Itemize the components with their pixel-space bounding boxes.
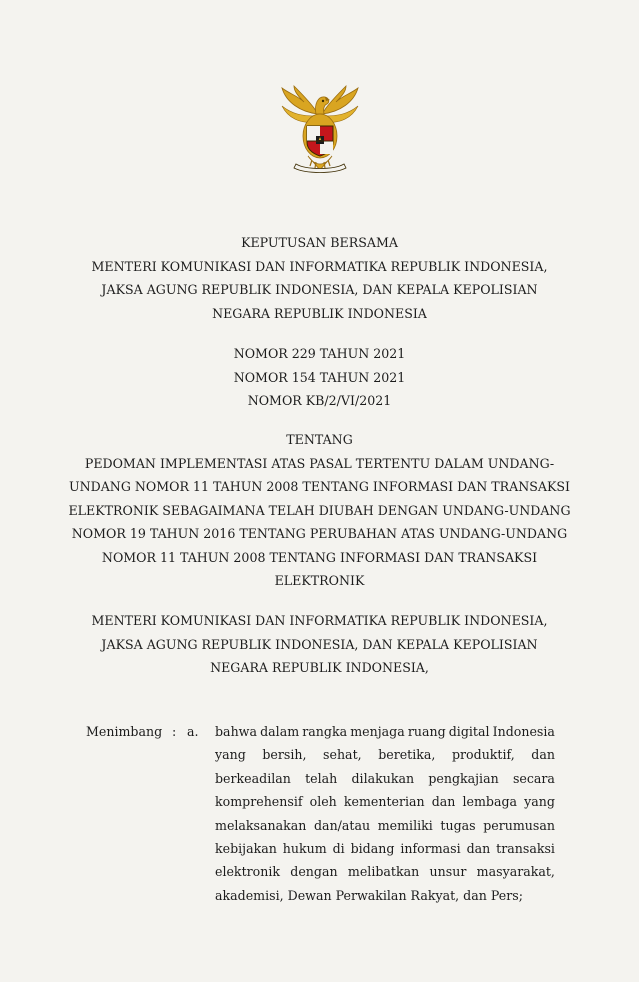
- word: informasi: [400, 840, 461, 856]
- word: elektronik: [215, 864, 280, 880]
- word: tugas: [440, 817, 476, 833]
- paragraph-line: [215, 720, 555, 743]
- word: dengan: [290, 864, 338, 880]
- word: kementerian: [343, 794, 425, 810]
- preamble-line: MENTERI KOMUNIKASI DAN INFORMATIKA REPUBLIK INDONESIA,: [91, 613, 548, 628]
- word: berkeadilan: [215, 770, 291, 786]
- paragraph-line: [215, 767, 555, 790]
- word: dan: [431, 794, 456, 810]
- document-title: KEPUTUSAN BERSAMA: [241, 235, 398, 250]
- word: oleh: [309, 794, 337, 810]
- word: digital: [448, 724, 490, 739]
- word: beretika,: [378, 747, 436, 763]
- document-numbers: [0, 342, 639, 413]
- word: dan: [531, 747, 555, 763]
- word: dilakukan: [351, 770, 415, 786]
- word: dan/atau: [314, 817, 371, 833]
- party-line: JAKSA AGUNG REPUBLIK INDONESIA, DAN KEPALA KEPOLISIAN: [101, 282, 538, 297]
- word: perumusan: [483, 817, 555, 833]
- word: secara: [512, 770, 555, 786]
- paragraph-line: [215, 743, 555, 766]
- subject-line: ELEKTRONIK: [274, 573, 365, 588]
- word: Indonesia: [492, 724, 555, 739]
- party-line: NEGARA REPUBLIK INDONESIA: [212, 305, 427, 321]
- paragraph-line: [215, 860, 555, 883]
- word: pengkajian: [428, 770, 499, 786]
- word: sehat,: [323, 747, 362, 763]
- word: menjaga: [350, 724, 405, 739]
- considering-colon: :: [172, 724, 177, 739]
- preamble-block: [0, 609, 639, 680]
- word: rangka: [302, 724, 348, 739]
- word: memiliki: [377, 817, 433, 833]
- paragraph-line: akademisi, Dewan Perwakilan Rakyat, dan Pers;: [215, 887, 523, 903]
- word: dan: [466, 840, 491, 856]
- word: bidang: [350, 840, 395, 856]
- heading-block: [0, 231, 639, 325]
- word: transaksi: [496, 840, 555, 856]
- subject-line: ELEKTRONIK SEBAGAIMANA TELAH DIUBAH DENGAN UNDANG-UNDANG: [68, 502, 571, 518]
- word: kebijakan: [215, 840, 277, 856]
- word: hukum: [282, 840, 327, 856]
- document-number: NOMOR 229 TAHUN 2021: [233, 346, 406, 361]
- word: masyarakat,: [476, 864, 555, 880]
- word: lembaga: [462, 794, 518, 810]
- subject-line: PEDOMAN IMPLEMENTASI ATAS PASAL TERTENTU DALAM UNDANG-: [84, 455, 555, 471]
- word: dalam: [260, 724, 300, 739]
- garuda-emblem-icon: [270, 84, 370, 176]
- word: melibatkan: [347, 864, 420, 880]
- preamble-line: JAKSA AGUNG REPUBLIK INDONESIA, DAN KEPALA KEPOLISIAN: [101, 636, 538, 652]
- word: bahwa: [215, 724, 257, 739]
- paragraph-line: [215, 814, 555, 837]
- considering-label: Menimbang: [86, 724, 163, 739]
- word: komprehensif: [215, 794, 303, 810]
- word: yang: [215, 747, 246, 763]
- subject-line: NOMOR 19 TAHUN 2016 TENTANG PERUBAHAN ATAS UNDANG-UNDANG: [71, 526, 568, 541]
- word: unsur: [429, 864, 467, 880]
- subject-line: UNDANG NOMOR 11 TAHUN 2008 TENTANG INFORMASI DAN TRANSAKSI: [68, 479, 571, 494]
- word: yang: [524, 794, 555, 810]
- word: bersih,: [262, 747, 307, 763]
- party-line: MENTERI KOMUNIKASI DAN INFORMATIKA REPUBLIK INDONESIA,: [91, 258, 548, 274]
- subject-block: [0, 428, 639, 593]
- subject-label: TENTANG: [286, 432, 353, 447]
- item-letter: a.: [187, 724, 199, 739]
- document-number: NOMOR KB/2/VI/2021: [247, 393, 392, 408]
- word: di: [332, 840, 345, 856]
- considering-paragraph: [215, 720, 555, 907]
- paragraph-line: [215, 837, 555, 860]
- word: telah: [305, 770, 338, 786]
- word: melaksanakan: [215, 817, 307, 833]
- preamble-line: NEGARA REPUBLIK INDONESIA,: [210, 660, 429, 675]
- paragraph-line: [215, 790, 555, 813]
- subject-line: NOMOR 11 TAHUN 2008 TENTANG INFORMASI DAN TRANSAKSI: [101, 549, 538, 565]
- word: ruang: [407, 724, 446, 739]
- word: produktif,: [451, 747, 515, 763]
- document-number: NOMOR 154 TAHUN 2021: [233, 369, 406, 385]
